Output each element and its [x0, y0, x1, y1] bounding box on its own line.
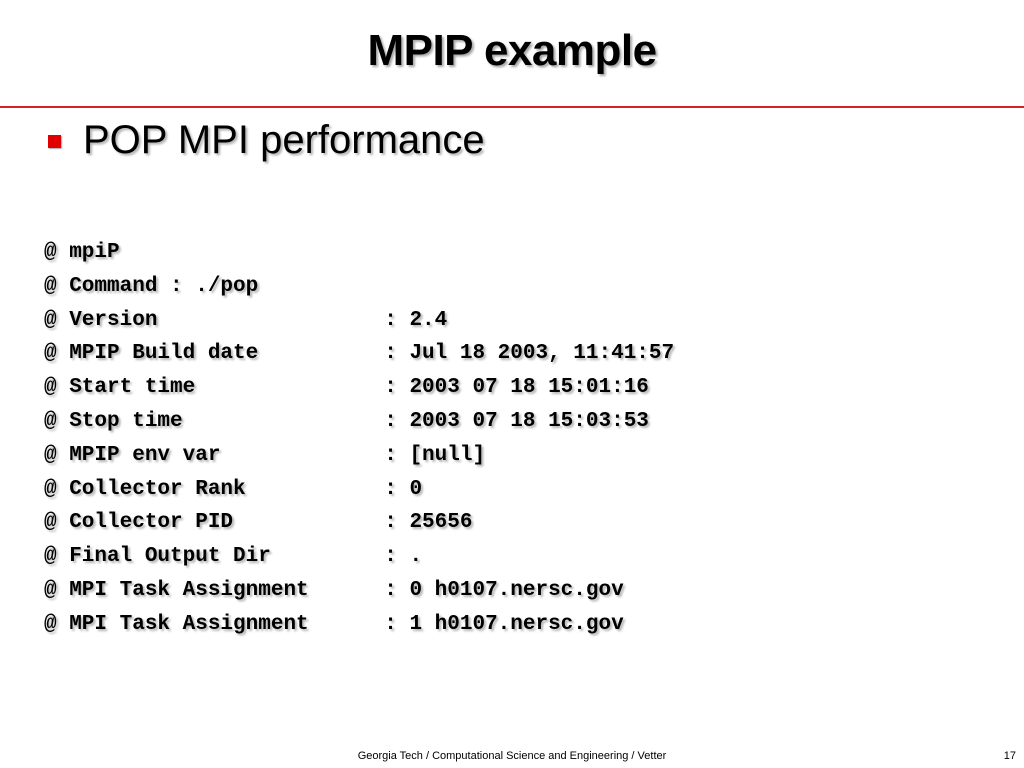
slide-title: MPIP example	[367, 26, 657, 75]
code-line: @ mpiP	[44, 241, 120, 264]
code-line: @ Command : ./pop	[44, 274, 259, 298]
code-line: @ Start time : 2003 07 18 15:01:16	[44, 376, 649, 400]
code-line: @ MPI Task Assignment : 0 h0107.nersc.gov	[44, 578, 624, 602]
page-number: 17	[1003, 750, 1016, 762]
code-line: @ Collector Rank : 0	[44, 477, 423, 501]
code-line: @ MPI Task Assignment : 1 h0107.nersc.gov	[44, 612, 624, 636]
slide-footer: Georgia Tech / Computational Science and Engineering / Vetter	[357, 750, 667, 762]
code-line: @ Stop time : 2003 07 18 15:03:53	[44, 409, 649, 433]
title-divider	[0, 106, 1024, 108]
code-line: @ Final Output Dir : .	[44, 545, 423, 569]
code-block	[44, 236, 674, 642]
code-line: @ MPIP Build date : Jul 18 2003, 11:41:57	[44, 342, 675, 366]
bullet-text: POP MPI performance	[83, 118, 485, 162]
code-line: @ Version : 2.4	[44, 308, 448, 332]
code-line: @ Collector PID : 25656	[44, 511, 473, 535]
code-line: @ MPIP env var : [null]	[44, 443, 486, 467]
bullet-square-icon	[48, 135, 61, 148]
bullet-item	[48, 118, 485, 163]
